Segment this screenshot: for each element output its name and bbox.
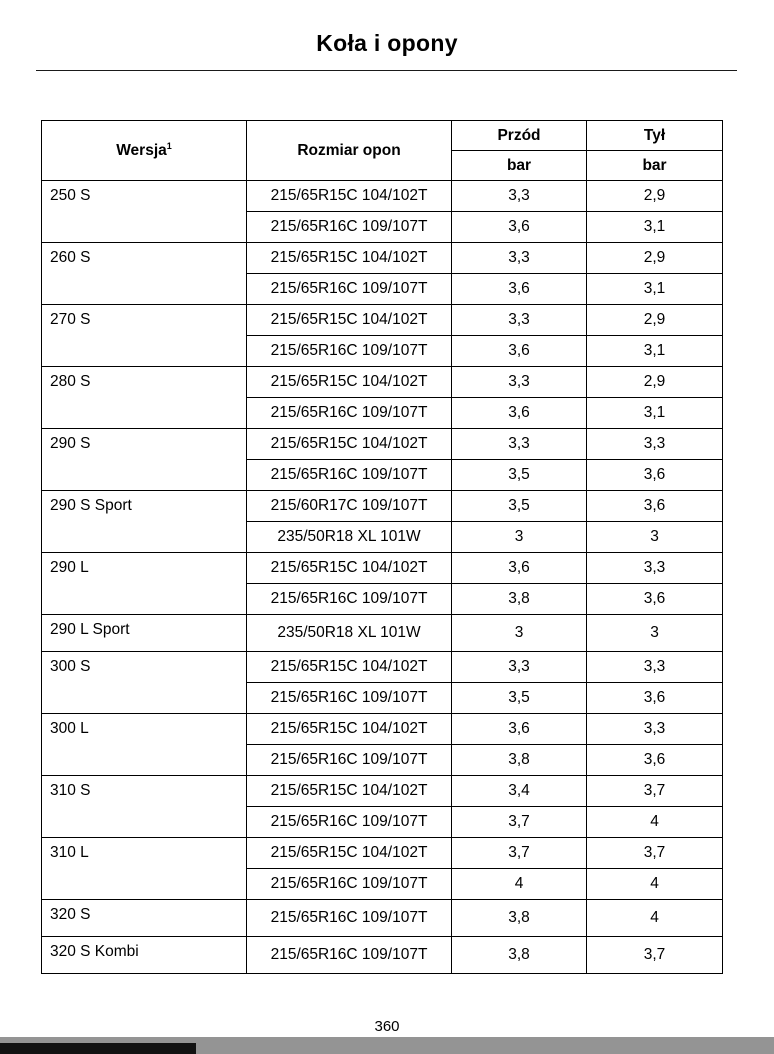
header-rear-unit: bar — [587, 151, 723, 181]
table-row — [42, 491, 723, 522]
size-cell: 215/65R16C 109/107T — [247, 212, 452, 243]
front-pressure-cell: 3,6 — [452, 212, 587, 243]
front-pressure-cell: 4 — [452, 869, 587, 900]
size-cell: 215/65R15C 104/102T — [247, 838, 452, 869]
size-cell: 215/65R15C 104/102T — [247, 243, 452, 274]
front-pressure-cell: 3,4 — [452, 776, 587, 807]
rear-pressure-cell: 3 — [587, 522, 723, 553]
rear-pressure-cell: 3,3 — [587, 714, 723, 745]
table-row — [42, 429, 723, 460]
size-cell: 215/65R15C 104/102T — [247, 776, 452, 807]
front-pressure-cell: 3,7 — [452, 838, 587, 869]
title-divider — [36, 70, 737, 71]
size-cell: 215/65R16C 109/107T — [247, 398, 452, 429]
size-cell: 215/65R16C 109/107T — [247, 584, 452, 615]
size-cell: 215/60R17C 109/107T — [247, 491, 452, 522]
rear-pressure-cell: 2,9 — [587, 243, 723, 274]
front-pressure-cell: 3 — [452, 522, 587, 553]
front-pressure-cell: 3 — [452, 615, 587, 652]
size-cell: 215/65R15C 104/102T — [247, 367, 452, 398]
size-cell: 215/65R16C 109/107T — [247, 683, 452, 714]
rear-pressure-cell: 3,1 — [587, 398, 723, 429]
size-cell: 215/65R15C 104/102T — [247, 553, 452, 584]
rear-pressure-cell: 3,1 — [587, 336, 723, 367]
front-pressure-cell: 3,6 — [452, 398, 587, 429]
rear-pressure-cell: 2,9 — [587, 367, 723, 398]
version-cell: 250 S — [42, 181, 247, 243]
rear-pressure-cell: 3,3 — [587, 553, 723, 584]
size-cell: 215/65R16C 109/107T — [247, 937, 452, 974]
table-row — [42, 714, 723, 745]
page-title: Koła i opony — [316, 30, 458, 56]
version-cell: 320 S Kombi — [42, 937, 247, 974]
footnote-marker: 1 — [166, 140, 172, 151]
size-cell: 215/65R16C 109/107T — [247, 274, 452, 305]
rear-pressure-cell: 3,7 — [587, 838, 723, 869]
size-cell: 235/50R18 XL 101W — [247, 522, 452, 553]
table-row — [42, 181, 723, 212]
header-version — [42, 121, 247, 181]
table-row — [42, 900, 723, 937]
version-cell: 300 L — [42, 714, 247, 776]
front-pressure-cell: 3,6 — [452, 336, 587, 367]
rear-pressure-cell: 3,6 — [587, 584, 723, 615]
version-cell: 270 S — [42, 305, 247, 367]
front-pressure-cell: 3,6 — [452, 714, 587, 745]
front-pressure-cell: 3,3 — [452, 367, 587, 398]
size-cell: 215/65R15C 104/102T — [247, 714, 452, 745]
table-row — [42, 615, 723, 652]
size-cell: 235/50R18 XL 101W — [247, 615, 452, 652]
front-pressure-cell: 3,3 — [452, 181, 587, 212]
version-cell: 310 S — [42, 776, 247, 838]
front-pressure-cell: 3,8 — [452, 584, 587, 615]
rear-pressure-cell: 2,9 — [587, 181, 723, 212]
table-row — [42, 776, 723, 807]
rear-pressure-cell: 3,7 — [587, 776, 723, 807]
table-row — [42, 243, 723, 274]
header-front-unit: bar — [452, 151, 587, 181]
rear-pressure-cell: 3,7 — [587, 937, 723, 974]
version-cell: 310 L — [42, 838, 247, 900]
front-pressure-cell: 3,3 — [452, 243, 587, 274]
size-cell: 215/65R15C 104/102T — [247, 181, 452, 212]
size-cell: 215/65R16C 109/107T — [247, 745, 452, 776]
size-cell: 215/65R16C 109/107T — [247, 460, 452, 491]
front-pressure-cell: 3,5 — [452, 683, 587, 714]
version-cell: 290 L Sport — [42, 615, 247, 652]
rear-pressure-cell: 4 — [587, 900, 723, 937]
front-pressure-cell: 3,5 — [452, 460, 587, 491]
scan-artifact-block — [0, 1043, 196, 1054]
version-cell: 290 S Sport — [42, 491, 247, 553]
front-pressure-cell: 3,5 — [452, 491, 587, 522]
tire-table-body — [42, 181, 723, 974]
front-pressure-cell: 3,6 — [452, 274, 587, 305]
header-row-main — [42, 121, 723, 151]
version-cell: 290 L — [42, 553, 247, 615]
rear-pressure-cell: 3,1 — [587, 274, 723, 305]
version-cell: 280 S — [42, 367, 247, 429]
front-pressure-cell: 3,3 — [452, 652, 587, 683]
table-row — [42, 305, 723, 336]
size-cell: 215/65R15C 104/102T — [247, 652, 452, 683]
size-cell: 215/65R15C 104/102T — [247, 429, 452, 460]
rear-pressure-cell: 3,6 — [587, 683, 723, 714]
rear-pressure-cell: 3,1 — [587, 212, 723, 243]
size-cell: 215/65R15C 104/102T — [247, 305, 452, 336]
version-cell: 290 S — [42, 429, 247, 491]
size-cell: 215/65R16C 109/107T — [247, 869, 452, 900]
size-cell: 215/65R16C 109/107T — [247, 900, 452, 937]
rear-pressure-cell: 3,3 — [587, 429, 723, 460]
front-pressure-cell: 3,6 — [452, 553, 587, 584]
front-pressure-cell: 3,3 — [452, 429, 587, 460]
rear-pressure-cell: 3,6 — [587, 745, 723, 776]
version-cell: 320 S — [42, 900, 247, 937]
rear-pressure-cell: 3,6 — [587, 460, 723, 491]
front-pressure-cell: 3,3 — [452, 305, 587, 336]
table-row — [42, 838, 723, 869]
front-pressure-cell: 3,8 — [452, 745, 587, 776]
header-rear: Tył — [587, 121, 723, 151]
page-number: 360 — [374, 1018, 400, 1035]
version-cell: 300 S — [42, 652, 247, 714]
header-tire-size: Rozmiar opon — [247, 121, 452, 181]
rear-pressure-cell: 3,3 — [587, 652, 723, 683]
rear-pressure-cell: 3 — [587, 615, 723, 652]
table-row — [42, 553, 723, 584]
table-row — [42, 937, 723, 974]
version-cell: 260 S — [42, 243, 247, 305]
rear-pressure-cell: 4 — [587, 869, 723, 900]
table-row — [42, 652, 723, 683]
front-pressure-cell: 3,8 — [452, 937, 587, 974]
front-pressure-cell: 3,8 — [452, 900, 587, 937]
rear-pressure-cell: 3,6 — [587, 491, 723, 522]
size-cell: 215/65R16C 109/107T — [247, 807, 452, 838]
tire-pressure-table — [41, 120, 723, 974]
table-row — [42, 367, 723, 398]
size-cell: 215/65R16C 109/107T — [247, 336, 452, 367]
rear-pressure-cell: 2,9 — [587, 305, 723, 336]
header-version-label: Wersja — [116, 141, 167, 159]
header-front: Przód — [452, 121, 587, 151]
front-pressure-cell: 3,7 — [452, 807, 587, 838]
rear-pressure-cell: 4 — [587, 807, 723, 838]
